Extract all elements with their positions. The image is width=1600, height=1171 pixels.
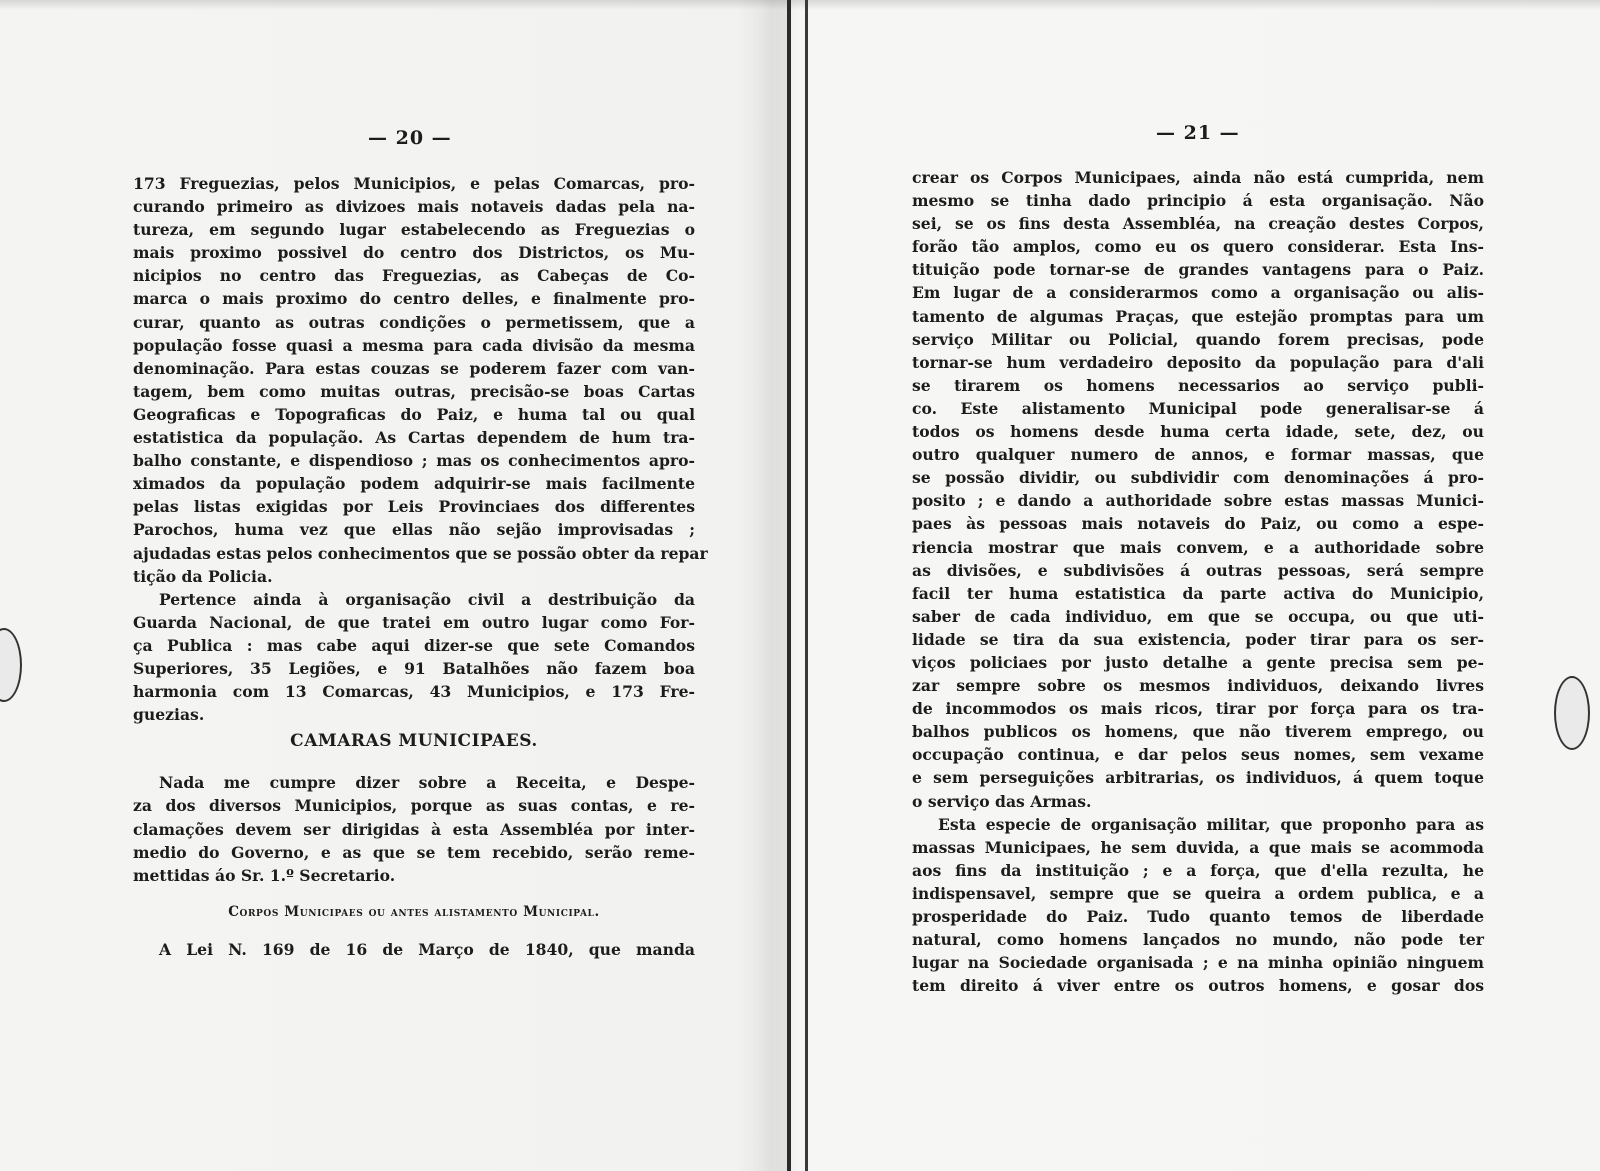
text-line: tição da Policia. bbox=[133, 566, 273, 586]
text-line: nicipios no centro das Freguezias, as Cabeças de Co- bbox=[133, 266, 695, 286]
text-line: o serviço das Armas. bbox=[912, 791, 1092, 811]
page-text bbox=[912, 166, 1484, 997]
text-line: curando primeiro as divizoes mais notaveis dadas pela na- bbox=[133, 197, 695, 217]
paragraph bbox=[133, 938, 695, 961]
text-line: indispensavel, sempre que se queira a ordem publica, e a bbox=[912, 883, 1484, 903]
text-line: natural, como homens lançados no mundo, não pode ter bbox=[912, 930, 1484, 950]
text-line: zar sempre sobre os mesmos individuos, deixando livres bbox=[912, 676, 1484, 696]
text-line: serviço Militar ou Policial, quando forem precisas, pode bbox=[912, 329, 1484, 349]
page-text bbox=[133, 172, 708, 961]
text-line: mettidas áo Sr. 1.º Secretario. bbox=[133, 865, 396, 885]
text-line: viços policiaes por justo detalhe a gente precisa sem pe- bbox=[912, 652, 1484, 672]
page-number: — 20 — bbox=[368, 127, 452, 149]
paragraph bbox=[912, 813, 1484, 998]
text-line: crear os Corpos Municipaes, ainda não está cumprida, nem bbox=[912, 168, 1484, 187]
text-line: aos fins da instituição ; e a força, que d'ella rezulta, he bbox=[912, 860, 1484, 880]
text-line: tamento de algumas Praças, que estejão promptas para um bbox=[912, 306, 1484, 326]
text-line: Geograficas e Topograficas do Paiz, e huma tal ou qual bbox=[133, 404, 695, 424]
text-line: co. Este alistamento Municipal pode generalisar-se á bbox=[912, 398, 1484, 418]
text-line: de incommodos os mais ricos, tirar por força para os tra- bbox=[912, 699, 1484, 719]
text-line: balhos publicos os homens, que não tiverem emprego, ou bbox=[912, 722, 1484, 742]
text-line: lidade se tira da sua existencia, poder tirar para os ser- bbox=[912, 629, 1484, 649]
text-line: tornar-se hum verdadeiro deposito da população para d'ali bbox=[912, 352, 1484, 372]
text-line: se tirarem os homens necessarios ao serviço publi- bbox=[912, 375, 1484, 395]
text-line: sei, se os fins desta Assembléa, na creação destes Corpos, bbox=[912, 214, 1484, 234]
text-line: as divisões, e subdivisões á outras pessoas, será sempre bbox=[912, 560, 1484, 580]
text-line: outro qualquer numero de annos, e formar massas, que bbox=[912, 445, 1484, 465]
text-line: mais proximo possivel do centro dos Districtos, os Mu- bbox=[133, 243, 695, 263]
text-line: riencia mostrar que mais convem, e a authoridade sobre bbox=[912, 537, 1484, 557]
text-line: e sem perseguições arbitrarias, os individuos, á quem toque bbox=[912, 768, 1484, 788]
text-line: Esta especie de organisação militar, que proponho para as bbox=[938, 814, 1484, 834]
section-heading: CAMARAS MUNICIPAES. bbox=[290, 731, 538, 752]
text-line: clamações devem ser dirigidas à esta Assembléa por inter- bbox=[133, 819, 695, 839]
paragraph bbox=[133, 771, 695, 886]
text-line: Nada me cumpre dizer sobre a Receita, e Despe- bbox=[159, 773, 695, 793]
paragraph bbox=[133, 172, 708, 588]
text-line: população fosse quasi a mesma para cada divisão da mesma bbox=[133, 335, 695, 355]
text-line: mesmo se tinha dado principio á esta organisação. Não bbox=[912, 191, 1484, 211]
text-line: forão tão amplos, como eu os quero considerar. Esta Ins- bbox=[912, 237, 1484, 257]
text-line: ximados da população podem adquirir-se mais facilmente bbox=[133, 474, 695, 494]
text-line: todos os homens desde huma certa idade, sete, dez, ou bbox=[912, 422, 1484, 442]
text-line: saber de cada individuo, em que se occupa, ou que uti- bbox=[912, 606, 1484, 626]
text-line: Em lugar de a considerarmos como a organisação ou alis- bbox=[912, 283, 1484, 303]
text-line: guezias. bbox=[133, 705, 205, 725]
text-line: tituição pode tornar-se de grandes vantagens para o Paiz. bbox=[912, 260, 1484, 280]
right-page bbox=[802, 0, 1600, 1171]
text-line: balho constante, e dispendioso ; mas os conhecimentos apro- bbox=[133, 451, 695, 471]
text-line: denominação. Para estas couzas se poderem fazer com van- bbox=[133, 358, 695, 378]
text-line: A Lei N. 169 de 16 de Março de 1840, que manda bbox=[159, 939, 695, 959]
text-line: occupação continua, e dar pelos seus nomes, sem vexame bbox=[912, 745, 1484, 765]
text-line: Parochos, huma vez que ellas não sejão improvisadas ; bbox=[133, 520, 695, 540]
text-line: tem direito á viver entre os outros homens, e gosar dos bbox=[912, 976, 1484, 996]
text-line: medio do Governo, e as que se tem recebido, serão reme- bbox=[133, 842, 695, 862]
spacer bbox=[133, 757, 695, 771]
text-line: se possão dividir, ou subdividir com denominações á pro- bbox=[912, 468, 1484, 488]
text-line: 173 Freguezias, pelos Municipios, e pelas Comarcas, pro- bbox=[133, 174, 695, 193]
text-line: Superiores, 35 Legiões, e 91 Batalhões não fazem boa bbox=[133, 658, 695, 678]
left-page bbox=[0, 0, 790, 1171]
text-line: ajudadas estas pelos conhecimentos que se possão obter da repar bbox=[133, 543, 708, 563]
text-line: pelas listas exigidas por Leis Provinciaes dos differentes bbox=[133, 497, 695, 517]
text-line: za dos diversos Municipios, porque as suas contas, e re- bbox=[133, 796, 695, 816]
text-line: harmonia com 13 Comarcas, 43 Municipios, e 173 Fre- bbox=[133, 682, 695, 702]
text-line: estatistica da população. As Cartas dependem de hum tra- bbox=[133, 428, 695, 448]
text-line: curar, quanto as outras condições o permetissem, que a bbox=[133, 312, 695, 332]
text-line: posito ; e dando a authoridade sobre estas massas Munici- bbox=[912, 491, 1484, 511]
text-line: facil ter huma estatistica da parte activa do Municipio, bbox=[912, 583, 1484, 603]
text-line: massas Municipaes, he sem duvida, a que mais se acommoda bbox=[912, 837, 1484, 857]
section-subheading: Corpos Municipaes ou antes alistamento Municipal. bbox=[228, 903, 600, 920]
text-line: marca o mais proximo do centro delles, e finalmente pro- bbox=[133, 289, 695, 309]
paragraph bbox=[133, 588, 695, 727]
text-line: paes às pessoas mais notaveis do Paiz, ou como a espe- bbox=[912, 514, 1484, 534]
text-line: Pertence ainda à organisação civil a destribuição da bbox=[159, 589, 695, 609]
paragraph bbox=[912, 166, 1484, 813]
text-line: ça Publica : mas cabe aqui dizer-se que sete Comandos bbox=[133, 635, 695, 655]
text-line: lugar na Sociedade organisada ; e na minha opinião ninguem bbox=[912, 953, 1484, 973]
text-line: tagem, bem como muitas outras, precisão-se boas Cartas bbox=[133, 381, 695, 401]
page-number: — 21 — bbox=[1156, 122, 1240, 144]
text-line: prosperidade do Paiz. Tudo quanto temos de liberdade bbox=[912, 907, 1484, 926]
text-line: tureza, em segundo lugar estabelecendo as Freguezias o bbox=[133, 220, 695, 240]
text-line: Guarda Nacional, de que tratei em outro lugar como For- bbox=[133, 612, 695, 632]
